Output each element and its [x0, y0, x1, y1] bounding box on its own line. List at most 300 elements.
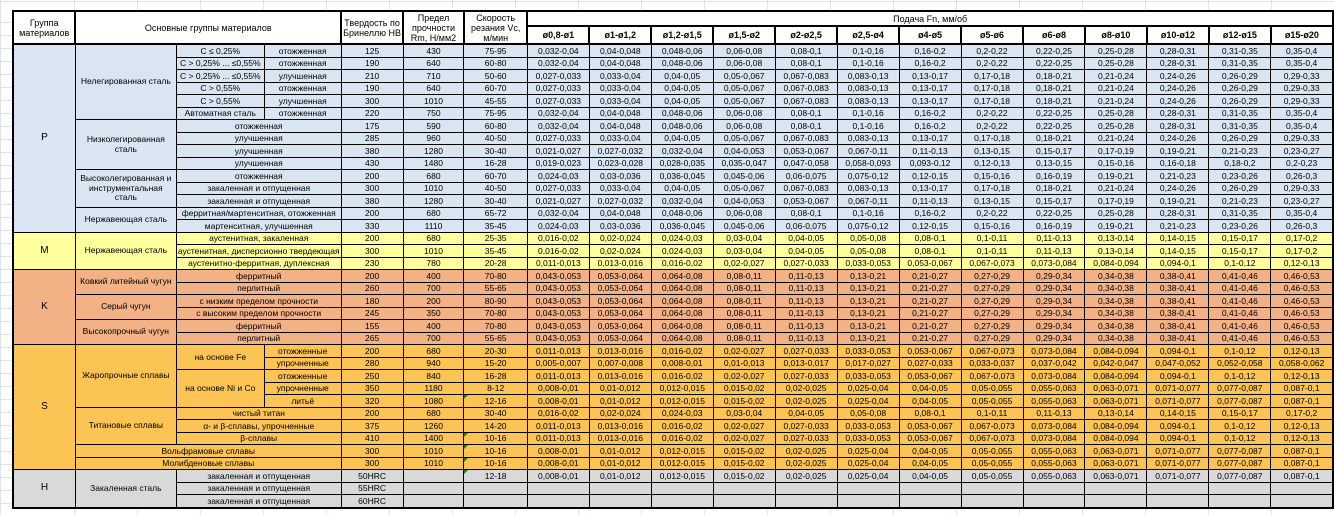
- feed-value-cell[interactable]: 0,008-0,01: [527, 457, 589, 470]
- feed-value-cell[interactable]: 0,013-0,017: [775, 357, 837, 370]
- feed-value-cell[interactable]: 0,053-0,064: [589, 282, 651, 295]
- feed-value-cell[interactable]: 0,043-0,053: [527, 270, 589, 283]
- feed-value-cell[interactable]: 0,16-0,2: [899, 44, 961, 57]
- feed-value-cell[interactable]: 0,29-0,34: [1023, 320, 1085, 333]
- feed-value-cell[interactable]: 0,033-0,053: [837, 370, 899, 383]
- feed-value-cell[interactable]: 0,26-0,29: [1209, 95, 1271, 108]
- cutting-speed-cell[interactable]: 60-70: [464, 170, 527, 183]
- header-diameter-col[interactable]: ø10-ø12: [1147, 26, 1209, 44]
- hardness-cell[interactable]: 300: [341, 245, 403, 258]
- feed-value-cell[interactable]: 0,071-0,077: [1147, 470, 1209, 483]
- feed-value-cell[interactable]: 0,46-0,53: [1271, 295, 1333, 308]
- feed-value-cell[interactable]: 0,38-0,41: [1147, 282, 1209, 295]
- feed-value-cell[interactable]: 0,023-0,028: [589, 157, 651, 170]
- feed-value-cell[interactable]: 0,008-0,01: [527, 470, 589, 483]
- feed-value-cell[interactable]: [589, 495, 651, 508]
- feed-value-cell[interactable]: 0,053-0,064: [589, 270, 651, 283]
- feed-value-cell[interactable]: 0,15-0,16: [961, 220, 1023, 233]
- feed-value-cell[interactable]: 0,06-0,08: [713, 207, 775, 220]
- feed-value-cell[interactable]: 0,2-0,22: [961, 57, 1023, 70]
- feed-value-cell[interactable]: 0,12-0,13: [961, 157, 1023, 170]
- feed-value-cell[interactable]: 0,1-0,12: [1209, 432, 1271, 445]
- feed-value-cell[interactable]: 0,04-0,05: [899, 470, 961, 483]
- strength-cell[interactable]: 840: [403, 370, 464, 383]
- feed-value-cell[interactable]: 0,04-0,053: [713, 195, 775, 208]
- hardness-cell[interactable]: 375: [341, 420, 403, 433]
- feed-value-cell[interactable]: 0,24-0,26: [1147, 82, 1209, 95]
- feed-value-cell[interactable]: 0,16-0,2: [899, 107, 961, 120]
- feed-value-cell[interactable]: 0,04-0,048: [589, 57, 651, 70]
- header-diameter-col[interactable]: ø0,8-ø1: [527, 26, 589, 44]
- feed-value-cell[interactable]: 0,15-0,17: [1023, 195, 1085, 208]
- cutting-speed-cell[interactable]: 40-50: [464, 182, 527, 195]
- hardness-cell[interactable]: 190: [341, 82, 403, 95]
- feed-value-cell[interactable]: 0,075-0,12: [837, 220, 899, 233]
- feed-value-cell[interactable]: 0,08-0,1: [775, 120, 837, 133]
- feed-value-cell[interactable]: 0,11-0,13: [775, 295, 837, 308]
- feed-value-cell[interactable]: [899, 495, 961, 508]
- strength-cell[interactable]: 200: [403, 295, 464, 308]
- strength-cell[interactable]: 1280: [403, 145, 464, 158]
- feed-value-cell[interactable]: 0,05-0,067: [713, 182, 775, 195]
- feed-value-cell[interactable]: 0,027-0,033: [527, 182, 589, 195]
- feed-value-cell[interactable]: 0,29-0,33: [1271, 70, 1333, 83]
- feed-value-cell[interactable]: 0,027-0,033: [775, 432, 837, 445]
- material-subtype-cell[interactable]: литьё: [264, 395, 341, 408]
- feed-value-cell[interactable]: 0,016-0,02: [527, 232, 589, 245]
- feed-value-cell[interactable]: 0,29-0,33: [1271, 95, 1333, 108]
- feed-value-cell[interactable]: 0,15-0,16: [1085, 157, 1147, 170]
- material-family-cell[interactable]: Нелегированная сталь: [75, 44, 176, 120]
- feed-value-cell[interactable]: 0,087-0,1: [1271, 457, 1333, 470]
- header-diameter-col[interactable]: ø1,2-ø1,5: [651, 26, 713, 44]
- header-diameter-col[interactable]: ø2,5-ø4: [837, 26, 899, 44]
- feed-value-cell[interactable]: 0,13-0,21: [837, 307, 899, 320]
- feed-value-cell[interactable]: [713, 495, 775, 508]
- feed-value-cell[interactable]: 0,02-0,027: [713, 420, 775, 433]
- feed-value-cell[interactable]: [837, 482, 899, 495]
- feed-value-cell[interactable]: 0,032-0,04: [527, 120, 589, 133]
- feed-value-cell[interactable]: 0,21-0,27: [899, 332, 961, 345]
- feed-value-cell[interactable]: 0,08-0,11: [713, 270, 775, 283]
- material-group-cell[interactable]: K: [13, 270, 75, 345]
- feed-value-cell[interactable]: 0,25-0,28: [1085, 57, 1147, 70]
- feed-value-cell[interactable]: 0,067-0,073: [961, 257, 1023, 270]
- strength-cell[interactable]: 1080: [403, 395, 464, 408]
- header-diameter-col[interactable]: ø12-ø15: [1209, 26, 1271, 44]
- feed-value-cell[interactable]: 0,04-0,05: [899, 382, 961, 395]
- cutting-speed-cell[interactable]: 30-40: [464, 407, 527, 420]
- feed-value-cell[interactable]: 0,13-0,21: [837, 270, 899, 283]
- cutting-speed-cell[interactable]: 70-80: [464, 270, 527, 283]
- feed-value-cell[interactable]: 0,037-0,042: [1023, 357, 1085, 370]
- feed-value-cell[interactable]: 0,15-0,17: [1209, 232, 1271, 245]
- strength-cell[interactable]: 780: [403, 257, 464, 270]
- feed-value-cell[interactable]: 0,41-0,46: [1209, 282, 1271, 295]
- cutting-speed-cell[interactable]: 20-30: [464, 345, 527, 358]
- feed-value-cell[interactable]: 0,21-0,27: [899, 282, 961, 295]
- feed-value-cell[interactable]: 0,34-0,38: [1085, 295, 1147, 308]
- feed-value-cell[interactable]: 0,41-0,46: [1209, 332, 1271, 345]
- material-subtype-cell[interactable]: отожженные: [264, 345, 341, 358]
- material-subtype-cell[interactable]: ферритный: [176, 270, 341, 283]
- feed-value-cell[interactable]: 0,087-0,1: [1271, 395, 1333, 408]
- feed-value-cell[interactable]: 0,05-0,055: [961, 470, 1023, 483]
- strength-cell[interactable]: 1010: [403, 457, 464, 470]
- feed-value-cell[interactable]: 0,12-0,13: [1271, 432, 1333, 445]
- feed-value-cell[interactable]: 0,27-0,29: [961, 282, 1023, 295]
- feed-value-cell[interactable]: 0,02-0,027: [713, 432, 775, 445]
- feed-value-cell[interactable]: 0,048-0,06: [651, 57, 713, 70]
- feed-value-cell[interactable]: 0,048-0,06: [651, 44, 713, 57]
- feed-value-cell[interactable]: 0,21-0,24: [1085, 70, 1147, 83]
- feed-value-cell[interactable]: 0,05-0,055: [961, 382, 1023, 395]
- cutting-speed-cell[interactable]: 60-80: [464, 120, 527, 133]
- feed-value-cell[interactable]: 0,24-0,26: [1147, 95, 1209, 108]
- strength-cell[interactable]: 640: [403, 82, 464, 95]
- feed-value-cell[interactable]: 0,02-0,027: [713, 370, 775, 383]
- feed-value-cell[interactable]: 0,34-0,38: [1085, 282, 1147, 295]
- material-family-cell[interactable]: Титановые сплавы: [75, 407, 176, 445]
- material-subtype-cell[interactable]: перлитный: [176, 332, 341, 345]
- feed-value-cell[interactable]: 0,02-0,027: [713, 257, 775, 270]
- feed-value-cell[interactable]: 0,02-0,024: [589, 232, 651, 245]
- feed-value-cell[interactable]: 0,007-0,008: [589, 357, 651, 370]
- material-subtype-cell[interactable]: мартенситная, улучшенная: [176, 220, 341, 233]
- feed-value-cell[interactable]: 0,21-0,23: [1147, 220, 1209, 233]
- feed-value-cell[interactable]: 0,053-0,067: [775, 145, 837, 158]
- feed-value-cell[interactable]: 0,11-0,13: [775, 270, 837, 283]
- feed-value-cell[interactable]: 0,16-0,2: [899, 57, 961, 70]
- hardness-cell[interactable]: 200: [341, 170, 403, 183]
- feed-value-cell[interactable]: 0,016-0,02: [651, 420, 713, 433]
- header-material-group[interactable]: Группа материалов: [13, 11, 75, 44]
- feed-value-cell[interactable]: 0,16-0,2: [899, 120, 961, 133]
- feed-value-cell[interactable]: 0,036-0,045: [651, 220, 713, 233]
- feed-value-cell[interactable]: 0,033-0,04: [589, 70, 651, 83]
- feed-value-cell[interactable]: 0,1-0,16: [837, 107, 899, 120]
- feed-value-cell[interactable]: 0,25-0,28: [1085, 44, 1147, 57]
- feed-value-cell[interactable]: 0,27-0,29: [961, 320, 1023, 333]
- feed-value-cell[interactable]: 0,29-0,34: [1023, 295, 1085, 308]
- cutting-speed-cell[interactable]: 70-80: [464, 320, 527, 333]
- feed-value-cell[interactable]: 0,027-0,033: [527, 82, 589, 95]
- feed-value-cell[interactable]: 0,21-0,23: [1209, 145, 1271, 158]
- feed-value-cell[interactable]: 0,12-0,15: [899, 220, 961, 233]
- feed-value-cell[interactable]: 0,016-0,02: [651, 345, 713, 358]
- feed-value-cell[interactable]: 0,025-0,04: [837, 470, 899, 483]
- feed-value-cell[interactable]: 0,03-0,04: [713, 232, 775, 245]
- material-family-cell[interactable]: Закаленная сталь: [75, 470, 176, 508]
- cutting-speed-cell[interactable]: 12-16: [464, 395, 527, 408]
- feed-value-cell[interactable]: 0,18-0,21: [1023, 132, 1085, 145]
- feed-value-cell[interactable]: 0,008-0,01: [527, 382, 589, 395]
- hardness-cell[interactable]: 330: [341, 220, 403, 233]
- strength-cell[interactable]: 1110: [403, 220, 464, 233]
- feed-value-cell[interactable]: 0,29-0,34: [1023, 270, 1085, 283]
- strength-cell[interactable]: 940: [403, 357, 464, 370]
- feed-value-cell[interactable]: 0,28-0,31: [1147, 44, 1209, 57]
- feed-value-cell[interactable]: 0,11-0,13: [775, 307, 837, 320]
- feed-value-cell[interactable]: 0,13-0,17: [899, 70, 961, 83]
- feed-value-cell[interactable]: 0,053-0,064: [589, 295, 651, 308]
- material-family-cell[interactable]: Жаропрочные сплавы: [75, 345, 176, 408]
- hardness-cell[interactable]: 125: [341, 44, 403, 57]
- feed-value-cell[interactable]: 0,05-0,08: [837, 232, 899, 245]
- feed-value-cell[interactable]: 0,34-0,38: [1085, 307, 1147, 320]
- feed-value-cell[interactable]: [1147, 482, 1209, 495]
- strength-cell[interactable]: 680: [403, 207, 464, 220]
- feed-value-cell[interactable]: [713, 482, 775, 495]
- feed-value-cell[interactable]: 0,38-0,41: [1147, 270, 1209, 283]
- feed-value-cell[interactable]: 0,032-0,04: [527, 107, 589, 120]
- strength-cell[interactable]: 1010: [403, 445, 464, 458]
- strength-cell[interactable]: 1010: [403, 95, 464, 108]
- material-subtype-cell[interactable]: аустенитная, дисперсионно твердеющая: [177, 245, 340, 256]
- hardness-cell[interactable]: 410: [341, 432, 403, 445]
- header-diameter-col[interactable]: ø1,5-ø2: [713, 26, 775, 44]
- feed-value-cell[interactable]: 0,033-0,053: [837, 420, 899, 433]
- feed-value-cell[interactable]: 0,38-0,41: [1147, 320, 1209, 333]
- feed-value-cell[interactable]: 0,31-0,35: [1209, 44, 1271, 57]
- hardness-cell[interactable]: 230: [341, 257, 403, 270]
- feed-value-cell[interactable]: 0,25-0,28: [1085, 207, 1147, 220]
- feed-value-cell[interactable]: 0,26-0,29: [1209, 82, 1271, 95]
- material-subtype-cell[interactable]: аустенитно-ферритная, дуплексная: [176, 257, 341, 270]
- feed-value-cell[interactable]: [1085, 482, 1147, 495]
- feed-value-cell[interactable]: [651, 482, 713, 495]
- feed-value-cell[interactable]: 0,033-0,053: [837, 345, 899, 358]
- strength-cell[interactable]: 400: [403, 320, 464, 333]
- feed-value-cell[interactable]: 0,094-0,1: [1147, 257, 1209, 270]
- feed-value-cell[interactable]: 0,032-0,04: [527, 44, 589, 57]
- material-subtype-cell[interactable]: закаленная и отпущенная: [176, 482, 341, 495]
- feed-value-cell[interactable]: 0,073-0,084: [1023, 432, 1085, 445]
- strength-cell[interactable]: 680: [403, 407, 464, 420]
- feed-value-cell[interactable]: 0,19-0,21: [1147, 145, 1209, 158]
- feed-value-cell[interactable]: 0,01-0,012: [589, 457, 651, 470]
- feed-value-cell[interactable]: 0,043-0,053: [527, 332, 589, 345]
- feed-value-cell[interactable]: 0,053-0,067: [899, 432, 961, 445]
- cutting-speed-cell[interactable]: 75-95: [464, 107, 527, 120]
- cutting-speed-cell[interactable]: 30-40: [464, 145, 527, 158]
- material-subtype-cell[interactable]: аустенитная, закаленная: [176, 232, 341, 245]
- feed-value-cell[interactable]: 0,1-0,11: [961, 232, 1023, 245]
- feed-value-cell[interactable]: 0,053-0,067: [899, 345, 961, 358]
- feed-value-cell[interactable]: 0,012-0,015: [651, 445, 713, 458]
- feed-value-cell[interactable]: [775, 482, 837, 495]
- feed-value-cell[interactable]: 0,04-0,05: [651, 70, 713, 83]
- strength-cell[interactable]: 1180: [403, 382, 464, 395]
- feed-value-cell[interactable]: 0,13-0,15: [1023, 157, 1085, 170]
- strength-cell[interactable]: 680: [403, 170, 464, 183]
- cutting-speed-cell[interactable]: 20-28: [464, 257, 527, 270]
- feed-value-cell[interactable]: 0,04-0,048: [589, 44, 651, 57]
- feed-value-cell[interactable]: 0,1-0,16: [837, 207, 899, 220]
- hardness-cell[interactable]: 200: [341, 407, 403, 420]
- feed-value-cell[interactable]: 0,063-0,071: [1085, 470, 1147, 483]
- feed-value-cell[interactable]: 0,21-0,27: [899, 320, 961, 333]
- cutting-speed-cell[interactable]: 70-80: [464, 307, 527, 320]
- feed-value-cell[interactable]: 0,26-0,3: [1271, 170, 1333, 183]
- feed-value-cell[interactable]: [1023, 482, 1085, 495]
- cutting-speed-cell[interactable]: 60-70: [464, 82, 527, 95]
- feed-value-cell[interactable]: 0,008-0,01: [527, 395, 589, 408]
- feed-value-cell[interactable]: 0,048-0,06: [651, 120, 713, 133]
- feed-value-cell[interactable]: 0,31-0,35: [1209, 107, 1271, 120]
- feed-value-cell[interactable]: 0,03-0,04: [713, 245, 775, 258]
- feed-value-cell[interactable]: 0,063-0,071: [1085, 445, 1147, 458]
- feed-value-cell[interactable]: 0,23-0,27: [1271, 145, 1333, 158]
- feed-value-cell[interactable]: 0,03-0,04: [713, 407, 775, 420]
- material-family-cell[interactable]: Ковкий литейный чугун: [75, 270, 176, 295]
- feed-value-cell[interactable]: 0,24-0,26: [1147, 132, 1209, 145]
- feed-value-cell[interactable]: 0,12-0,15: [899, 170, 961, 183]
- feed-value-cell[interactable]: 0,04-0,05: [899, 457, 961, 470]
- feed-value-cell[interactable]: 0,083-0,13: [837, 182, 899, 195]
- material-group-cell[interactable]: S: [13, 345, 75, 470]
- feed-value-cell[interactable]: 0,08-0,11: [713, 320, 775, 333]
- feed-value-cell[interactable]: 0,077-0,087: [1209, 457, 1271, 470]
- feed-value-cell[interactable]: 0,13-0,15: [961, 195, 1023, 208]
- material-subtype-cell[interactable]: C > 0,55%: [176, 82, 264, 95]
- feed-value-cell[interactable]: 0,025-0,04: [837, 457, 899, 470]
- strength-cell[interactable]: [403, 495, 464, 508]
- feed-value-cell[interactable]: 0,05-0,067: [713, 132, 775, 145]
- feed-value-cell[interactable]: 0,064-0,08: [651, 295, 713, 308]
- feed-value-cell[interactable]: 0,05-0,067: [713, 82, 775, 95]
- feed-value-cell[interactable]: 0,093-0,12: [899, 157, 961, 170]
- feed-value-cell[interactable]: 0,06-0,08: [713, 57, 775, 70]
- feed-value-cell[interactable]: 0,04-0,048: [589, 107, 651, 120]
- feed-value-cell[interactable]: 0,021-0,027: [527, 195, 589, 208]
- feed-value-cell[interactable]: 0,012-0,015: [651, 382, 713, 395]
- feed-value-cell[interactable]: 0,067-0,083: [775, 95, 837, 108]
- material-subtype-cell[interactable]: улучшенная: [264, 70, 341, 83]
- feed-value-cell[interactable]: 0,027-0,032: [589, 195, 651, 208]
- feed-value-cell[interactable]: 0,11-0,13: [775, 320, 837, 333]
- feed-value-cell[interactable]: 0,073-0,084: [1023, 370, 1085, 383]
- feed-value-cell[interactable]: 0,04-0,053: [713, 145, 775, 158]
- feed-value-cell[interactable]: 0,21-0,27: [899, 270, 961, 283]
- feed-value-cell[interactable]: 0,08-0,1: [775, 44, 837, 57]
- feed-value-cell[interactable]: 0,005-0,007: [527, 357, 589, 370]
- feed-value-cell[interactable]: 0,04-0,05: [651, 132, 713, 145]
- feed-value-cell[interactable]: 0,2-0,22: [961, 120, 1023, 133]
- feed-value-cell[interactable]: 0,19-0,21: [1085, 170, 1147, 183]
- feed-value-cell[interactable]: 0,21-0,24: [1085, 82, 1147, 95]
- header-diameter-col[interactable]: ø1-ø1,2: [589, 26, 651, 44]
- hardness-cell[interactable]: 220: [341, 107, 403, 120]
- strength-cell[interactable]: 590: [403, 120, 464, 133]
- feed-value-cell[interactable]: 0,2-0,23: [1271, 157, 1333, 170]
- feed-value-cell[interactable]: 0,015-0,02: [713, 395, 775, 408]
- cutting-speed-cell[interactable]: 15-20: [464, 357, 527, 370]
- hardness-cell[interactable]: 380: [341, 195, 403, 208]
- material-subtype-cell[interactable]: отожженная: [176, 170, 341, 183]
- feed-value-cell[interactable]: 0,34-0,38: [1085, 270, 1147, 283]
- feed-value-cell[interactable]: 0,18-0,21: [1023, 95, 1085, 108]
- feed-value-cell[interactable]: 0,34-0,38: [1085, 320, 1147, 333]
- strength-cell[interactable]: 640: [403, 57, 464, 70]
- cutting-speed-cell[interactable]: 16-28: [464, 157, 527, 170]
- feed-value-cell[interactable]: 0,02-0,025: [775, 382, 837, 395]
- feed-value-cell[interactable]: 0,02-0,024: [589, 407, 651, 420]
- feed-value-cell[interactable]: 0,015-0,02: [713, 445, 775, 458]
- feed-value-cell[interactable]: 0,033-0,037: [961, 357, 1023, 370]
- feed-value-cell[interactable]: 0,024-0,03: [527, 220, 589, 233]
- feed-value-cell[interactable]: 0,02-0,025: [775, 470, 837, 483]
- feed-value-cell[interactable]: 0,032-0,04: [527, 57, 589, 70]
- feed-value-cell[interactable]: [961, 482, 1023, 495]
- feed-value-cell[interactable]: 0,15-0,17: [1023, 145, 1085, 158]
- header-diameter-col[interactable]: ø4-ø5: [899, 26, 961, 44]
- hardness-cell[interactable]: 175: [341, 120, 403, 133]
- feed-value-cell[interactable]: 0,04-0,05: [899, 395, 961, 408]
- feed-value-cell[interactable]: 0,24-0,26: [1147, 70, 1209, 83]
- feed-value-cell[interactable]: 0,38-0,41: [1147, 307, 1209, 320]
- feed-value-cell[interactable]: 0,06-0,08: [713, 120, 775, 133]
- feed-value-cell[interactable]: 0,01-0,012: [589, 382, 651, 395]
- feed-value-cell[interactable]: 0,21-0,23: [1209, 195, 1271, 208]
- feed-value-cell[interactable]: 0,1-0,16: [837, 120, 899, 133]
- header-diameter-col[interactable]: ø6-ø8: [1023, 26, 1085, 44]
- feed-value-cell[interactable]: 0,053-0,064: [589, 307, 651, 320]
- feed-value-cell[interactable]: 0,083-0,13: [837, 95, 899, 108]
- feed-value-cell[interactable]: 0,08-0,11: [713, 307, 775, 320]
- feed-value-cell[interactable]: 0,13-0,21: [837, 332, 899, 345]
- material-subtype-cell[interactable]: C ≤ 0,25%: [176, 44, 264, 57]
- feed-value-cell[interactable]: 0,048-0,06: [651, 107, 713, 120]
- cutting-speed-cell[interactable]: 60-80: [464, 57, 527, 70]
- hardness-cell[interactable]: 280: [341, 357, 403, 370]
- feed-value-cell[interactable]: 0,28-0,31: [1147, 107, 1209, 120]
- feed-value-cell[interactable]: 0,067-0,083: [775, 70, 837, 83]
- feed-value-cell[interactable]: 0,053-0,067: [899, 420, 961, 433]
- cutting-speed-cell[interactable]: 10-16: [464, 457, 527, 470]
- feed-value-cell[interactable]: 0,05-0,055: [961, 457, 1023, 470]
- feed-value-cell[interactable]: 0,067-0,083: [775, 182, 837, 195]
- feed-value-cell[interactable]: 0,16-0,2: [899, 207, 961, 220]
- feed-value-cell[interactable]: 0,08-0,11: [713, 295, 775, 308]
- feed-value-cell[interactable]: 0,05-0,08: [837, 245, 899, 258]
- feed-value-cell[interactable]: 0,084-0,094: [1085, 420, 1147, 433]
- feed-value-cell[interactable]: 0,08-0,1: [899, 245, 961, 258]
- feed-value-cell[interactable]: 0,04-0,05: [899, 445, 961, 458]
- strength-cell[interactable]: 680: [403, 232, 464, 245]
- feed-value-cell[interactable]: 0,23-0,26: [1209, 170, 1271, 183]
- feed-value-cell[interactable]: 0,02-0,025: [775, 457, 837, 470]
- material-subtype-cell[interactable]: отожженная: [264, 107, 341, 120]
- material-subtype-cell[interactable]: с низким пределом прочности: [176, 295, 341, 308]
- feed-value-cell[interactable]: 0,033-0,053: [837, 257, 899, 270]
- feed-value-cell[interactable]: 0,064-0,08: [651, 282, 713, 295]
- cutting-speed-cell[interactable]: 40-50: [464, 132, 527, 145]
- feed-value-cell[interactable]: 0,033-0,053: [837, 432, 899, 445]
- feed-value-cell[interactable]: [589, 482, 651, 495]
- strength-cell[interactable]: 1480: [403, 157, 464, 170]
- feed-value-cell[interactable]: 0,1-0,12: [1209, 257, 1271, 270]
- feed-value-cell[interactable]: 0,083-0,13: [837, 70, 899, 83]
- feed-value-cell[interactable]: 0,04-0,05: [651, 95, 713, 108]
- feed-value-cell[interactable]: 0,071-0,077: [1147, 395, 1209, 408]
- feed-value-cell[interactable]: 0,077-0,087: [1209, 445, 1271, 458]
- hardness-cell[interactable]: 190: [341, 57, 403, 70]
- material-subtype-cell[interactable]: C > 0,25% ... ≤0,55%: [176, 57, 264, 70]
- material-subtype-cell[interactable]: отожженная: [264, 82, 341, 95]
- feed-value-cell[interactable]: 0,24-0,26: [1147, 182, 1209, 195]
- feed-value-cell[interactable]: [899, 482, 961, 495]
